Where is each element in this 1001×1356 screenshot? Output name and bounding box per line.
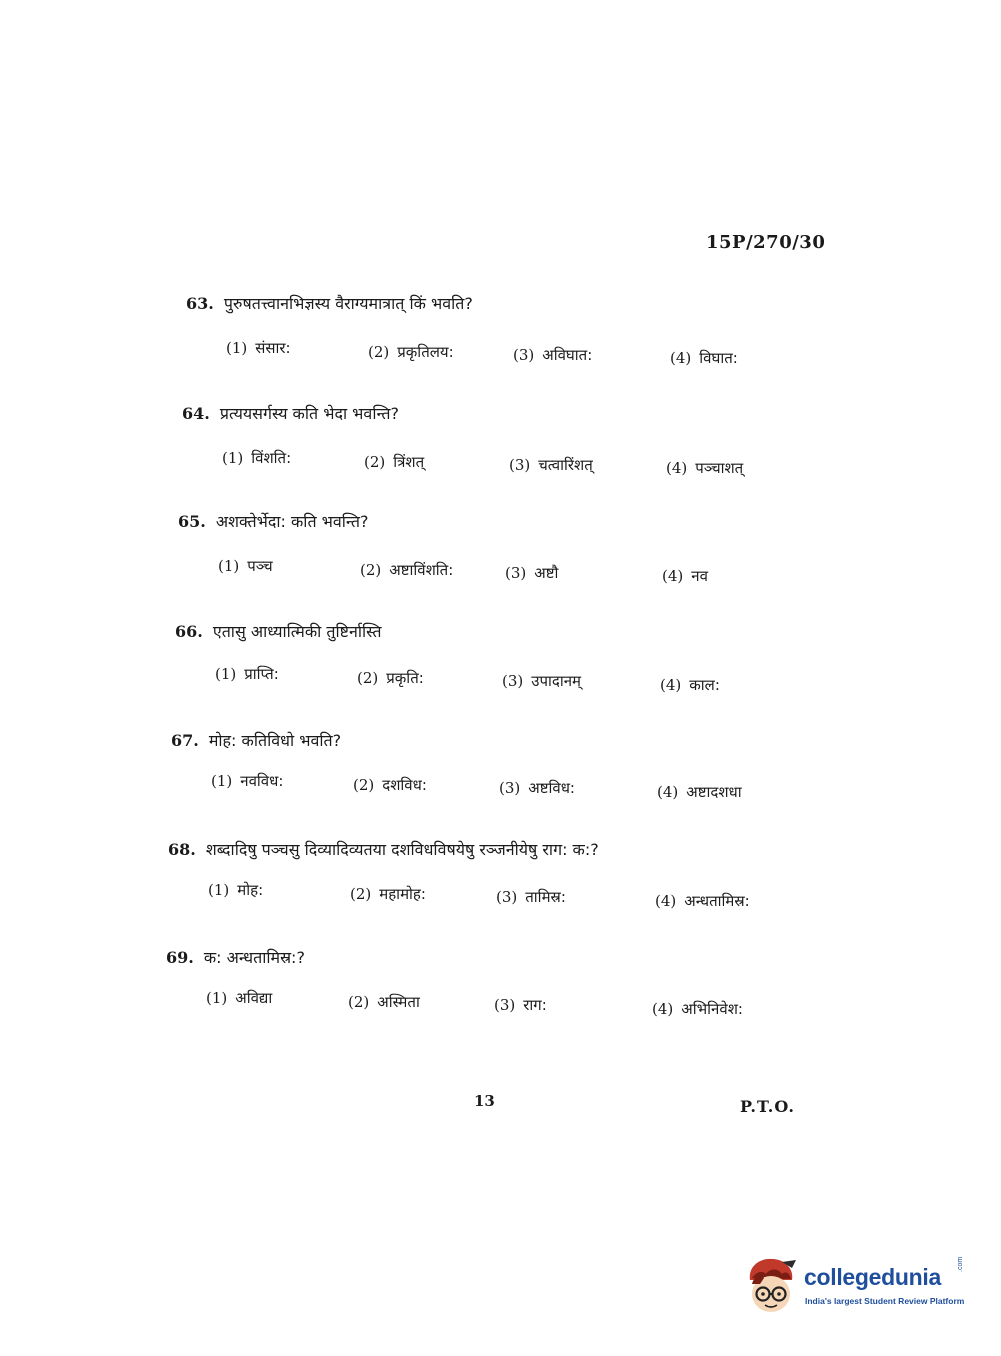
option-1 [226,338,291,358]
question-number: 63. [186,294,214,313]
option-1 [208,880,263,900]
question-stem [182,402,399,424]
mascot-icon [742,1254,800,1318]
option-2 [368,342,454,362]
option-number: (4) [670,349,692,367]
option-2 [364,452,424,472]
paper-code: 15P/270/30 [706,232,826,253]
question-number: 68. [168,840,196,859]
option-text: अविद्या [235,989,273,1007]
option-4 [652,999,743,1019]
option-number: (4) [666,459,688,477]
option-3 [513,345,592,365]
option-number: (1) [226,339,248,357]
option-number: (1) [211,772,233,790]
option-3 [509,455,593,475]
option-text: अस्मिता [377,993,420,1011]
option-number: (2) [360,561,382,579]
question-64 [182,402,822,482]
option-number: (2) [368,343,390,361]
option-text: नव [691,567,708,585]
question-stem [186,292,473,314]
option-text: त्रिंशत् [393,453,425,471]
option-2 [348,992,420,1012]
option-number: (2) [364,453,386,471]
option-text: महामोह: [379,885,426,903]
option-number: (3) [509,456,531,474]
question-text: प्रत्ययसर्गस्य कति भेदा भवन्ति? [219,404,400,423]
option-number: (1) [218,557,240,575]
question-65 [178,510,818,590]
question-text: अशक्तेर्भेदा: कति भवन्ति? [215,512,369,531]
question-69 [166,946,806,1026]
question-number: 66. [175,622,203,641]
option-number: (1) [208,881,230,899]
option-3 [496,887,566,907]
option-text: प्राप्ति: [244,665,279,683]
option-text: अभिनिवेश: [681,1000,743,1018]
option-3 [499,778,575,798]
option-number: (1) [206,989,228,1007]
logo-suffix: .com [957,1256,964,1272]
option-1 [215,664,279,684]
option-3 [494,995,547,1015]
option-number: (4) [652,1000,674,1018]
option-text: अष्टविध: [528,779,575,797]
option-text: अन्धतामिस्र: [684,892,750,910]
option-number: (3) [499,779,521,797]
option-number: (3) [505,564,527,582]
question-text: एतासु आध्यात्मिकी तुष्टिर्नास्ति [212,622,382,641]
question-number: 67. [171,731,199,750]
question-text: पुरुषतत्त्वानभिज्ञस्य वैराग्यमात्रात् किं भवति? [223,294,473,313]
option-text: नवविध: [240,772,284,790]
option-number: (3) [513,346,535,364]
option-2 [357,668,424,688]
question-text: मोह: कतिविधो भवति? [208,731,342,750]
option-number: (4) [655,892,677,910]
option-number: (2) [357,669,379,687]
option-text: संसार: [255,339,291,357]
question-number: 65. [178,512,206,531]
option-text: दशविध: [382,776,427,794]
option-number: (4) [657,783,679,801]
option-4 [662,566,708,586]
option-text: पञ्चाशत् [695,459,744,477]
option-number: (2) [353,776,375,794]
option-text: चत्वारिंशत् [538,456,593,474]
question-68 [168,838,808,918]
option-text: अष्टादशधा [686,783,742,801]
pto-label: P.T.O. [740,1097,795,1116]
option-number: (3) [502,672,524,690]
option-text: अष्टाविंशति: [389,561,454,579]
option-number: (4) [662,567,684,585]
question-stem [166,946,305,968]
option-3 [505,563,558,583]
option-4 [666,458,743,478]
option-text: तामिस्र: [525,888,566,906]
option-number: (2) [348,993,370,1011]
option-1 [222,448,291,468]
option-text: राग: [523,996,547,1014]
option-4 [655,891,750,911]
option-text: विघात: [699,349,738,367]
question-number: 69. [166,948,194,967]
option-number: (3) [494,996,516,1014]
logo-wordmark: collegedunia [804,1264,941,1290]
option-1 [211,771,283,791]
option-number: (1) [222,449,244,467]
option-number: (2) [350,885,372,903]
option-text: उपादानम् [531,672,582,690]
question-stem [175,620,382,642]
question-text: क: अन्धतामिस्र:? [203,948,305,967]
option-4 [670,348,738,368]
question-stem [168,838,599,860]
option-text: पञ्च [247,557,273,575]
option-number: (1) [215,665,237,683]
option-number: (4) [660,676,682,694]
option-1 [218,556,273,576]
option-2 [360,560,453,580]
option-text: मोह: [237,881,264,899]
collegedunia-logo [742,1250,977,1322]
question-66 [175,620,815,700]
option-text: अविघात: [542,346,593,364]
option-4 [657,782,742,802]
option-number: (3) [496,888,518,906]
option-4 [660,675,720,695]
question-67 [171,729,811,809]
question-text: शब्दादिषु पञ्चसु दिव्यादिव्यतया दशविधविषयेषु रञ्जनीयेषु राग: क:? [205,840,599,859]
option-2 [350,884,426,904]
option-text: अष्टौ [534,564,559,582]
option-text: काल: [689,676,720,694]
question-stem [171,729,341,751]
question-number: 64. [182,404,210,423]
option-text: विंशति: [251,449,292,467]
question-stem [178,510,368,532]
option-text: प्रकृतिलय: [397,343,454,361]
logo-tagline: India's largest Student Review Platform [805,1296,965,1306]
question-63 [186,292,826,372]
option-text: प्रकृति: [386,669,424,687]
page-number: 13 [474,1092,495,1110]
option-2 [353,775,427,795]
option-3 [502,671,581,691]
option-1 [206,988,272,1008]
